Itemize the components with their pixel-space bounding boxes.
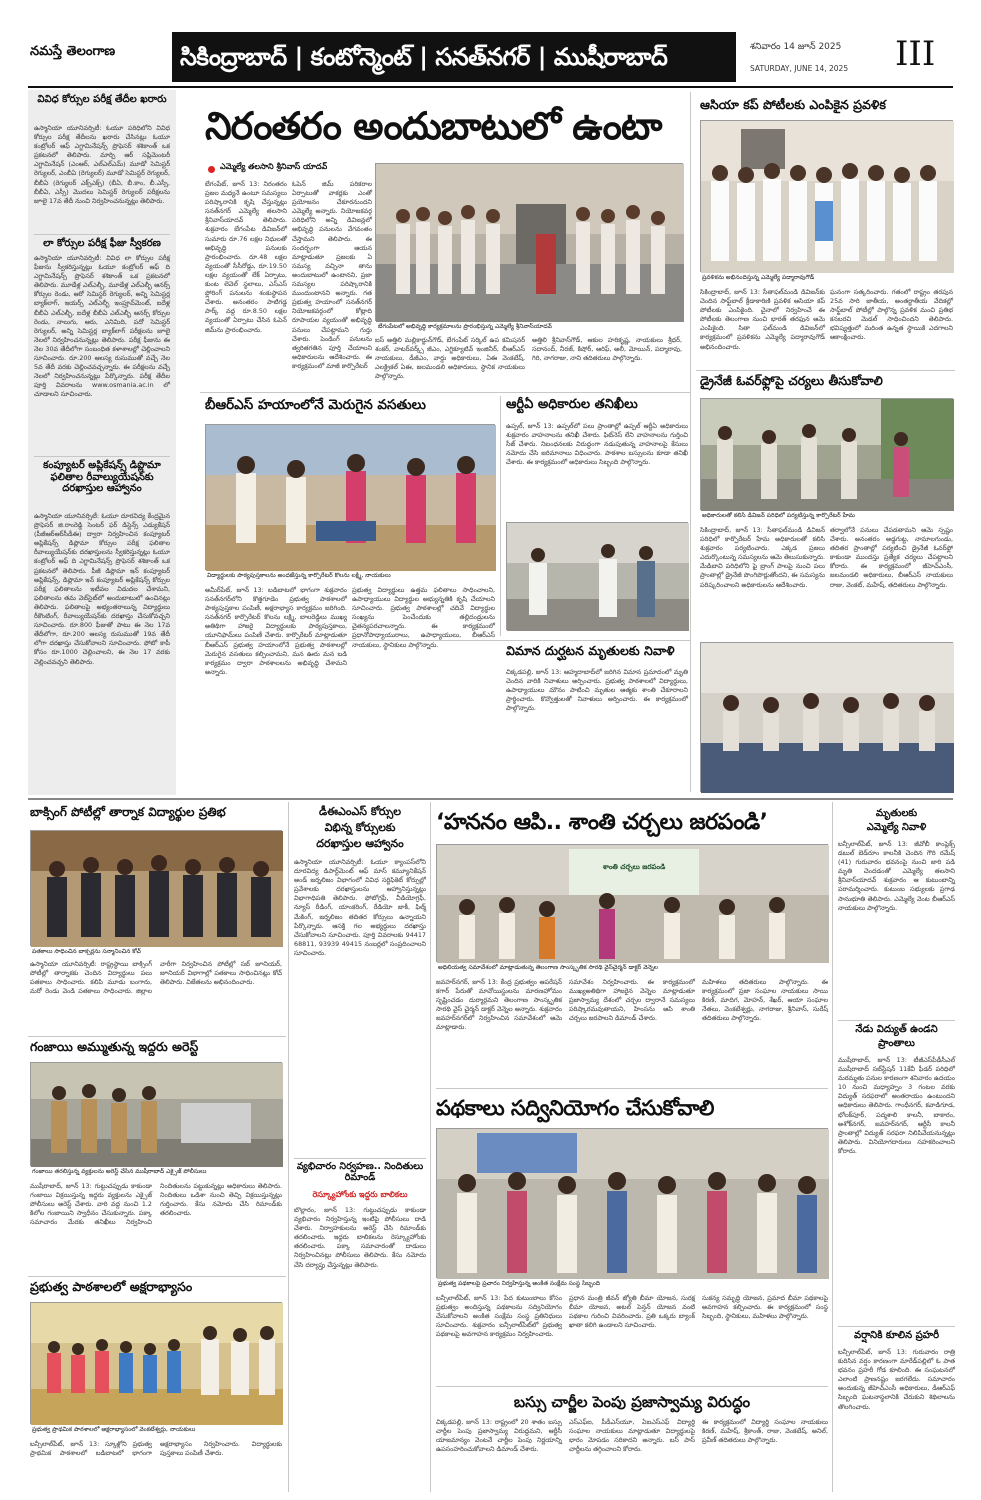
right-s2-body: ముషీరాబాద్, జూన్ 13: టీజీఎస్‌పీడీసీఎల్ ముషీరాబాద్ సబ్‌స్టేషన్ 11కేవీ ఫీడర్ పరిధిలో మరమ్మతు పనుల కారణంగా శనివారం ఉదయం 10 నుంచి మధ్యాహ్నం 3 గంటల వరకు విద్యుత్ సరఫరాలో అంతరాయం ఉంటుందని అధికారులు తెలిపారు. గాంధీనగర్, కవాడిగూడ, భోలక్‌పూర్, పద్మశాలి కాలనీ, బాకారం, అశోక్‌నగర్, జవహర్‌నగర్, ఆర్టీసీ కాలనీ ప్రాంతాల్లో విద్యుత్ సరఫరా నిలిపివేయనున్నట్లు తెలిపారు. వినియోగదారులు సహకరించాలని కోరారు. xyxy=(838,1056,955,1155)
plane-photo xyxy=(700,642,953,792)
asia-photo-caption: ప్రవళికను అభినందిస్తున్న ఎమ్మెల్యే పద్మారావుగౌడ్ xyxy=(702,274,952,284)
rta-photo xyxy=(506,522,688,630)
lead-col-3: ఐస్ అత్తిలి మల్లికార్జున్‌గౌడ్, బేగంపేట్ సర్కిల్ ఉప కమిషనర్ శంకర్, వాటర్‌వర్క్స్ జీఎం, ఎగ్జిక్యూటివ్ ఇంజినీర్, బీఆర్ఎస్ నాయకులు, డీజీఎం, వార్డు అధికారులు, ఏఈ వెంకటేష్, ఎలక్ట్రికల్ ఏఈ, జలమండలి అధికారులు, స్థానిక నాయకులు పాల్గొన్నారు. xyxy=(375,336,525,381)
article-title: కంప్యూటర్ అప్లికేషన్స్ డిప్లొమా ఫలితాల రీవాల్యుయేషన్‌కు దరఖాస్తుల ఆహ్వానం xyxy=(43,460,161,494)
right-s1-body: బన్సీలాల్‌పేట్, జూన్ 13: జీవోబీ కాంప్లెక్స్ డబుల్ బెడ్‌రూం కాలనీకి చెందిన గౌరి రమేష్ (41) గురువారం భవనంపై నుంచి జారి పడి మృతి చెందడంతో ఎమ్మెల్యే తలసాని శ్రీనివాస్‌యాదవ్ శుక్రవారం ఆ కుటుంబాన్ని పరామర్శించారు. కుటుంబ సభ్యులకు ప్రగాఢ సానుభూతి తెలిపారు. ఎమ్మెల్యే వెంట బీఆర్ఎస్ నాయకులు పాల్గొన్నారు. xyxy=(838,840,955,912)
peace-headline: ‘హననం ఆపి.. శాంతి చర్చలు జరపండి’ xyxy=(436,810,768,835)
bus-col-2: ఎస్ఎఫ్ఐ, పీడీఎస్‌యూ, ఏఐఎస్ఎఫ్ విద్యార్థి సంఘాల నాయకులు మాట్లాడుతూ విద్యార్థులపై భారం మోపడం సరికాదని అన్నారు. బస్ పాస్ చార్జీలను తగ్గించాలని కోరారు. xyxy=(569,1418,695,1454)
pathakalu-photo-caption: ప్రభుత్వ పథకాలపై ప్రచారం నిర్వహిస్తున్న అంకిత సంక్షేమ సంస్థ సిబ్బంది xyxy=(438,1280,828,1290)
asia-col-1: సికింద్రాబాద్, జూన్ 13: సీతాఫల్‌మండి డివిజన్‌కు చెందిన సాఫ్ట్‌బాల్ క్రీడాకారిణి ప్రవళిక ఆసియా కప్ పోటీలకు ఎంపికైంది. చైనాలో నిర్వహించే ఈ పోటీలకు తెలంగాణ నుంచి భారత్ తరఫున ఆమె ఎంపికైంది. సితా ఫల్‌మండి డివిజన్‌లో కార్యక్రమంలో ప్రవళికను ఎమ్మెల్యే పద్మారావుగౌడ్ అభినందించారు. xyxy=(700,288,825,351)
date-telugu: శనివారం 14 జూన్ 2025 xyxy=(750,42,842,52)
bus-col-1: చిక్కడపల్లి, జూన్ 13: రాష్ట్రంలో 20 శాతం బస్సు చార్జీల పెంపు ప్రజాస్వామ్య విరుద్ధమని, ఆర్టీసీ యాజమాన్యం వెంటనే చార్జీల పెంపు నిర్ణయాన్ని ఉపసంహరించుకోవాలని డిమాండ్ చేశారు. xyxy=(436,1418,562,1454)
lead-photo-caption: బేగంపేటలో అభివృద్ధి కార్యక్రమాలను ప్రారంభిస్తున్న ఎమ్మెల్యే శ్రీనివాస్‌యాదవ్ xyxy=(378,323,682,333)
peace-col-1: జవహర్‌నగర్, జూన్ 13: కేంద్ర ప్రభుత్వం ఆపరేషన్ కగార్ పేరుతో మావోయిస్టులను మారణహోమం సృష్టించడం దుర్మార్గమని తెలంగాణ సాంస్కృతిక సారథి వైస్ చైర్మన్ డాక్టర్ వెన్నెల అన్నారు. శుక్రవారం జవహర్‌నగర్‌లో నిర్వహించిన సమావేశంలో ఆమె మాట్లాడారు. xyxy=(436,978,562,1032)
peace-banner-text: శాంతి చర్చలు జరపండి xyxy=(602,863,666,871)
pathakalu-photo xyxy=(436,1128,828,1278)
article-body: ఉస్మానియా యూనివర్సిటీ: ఓయూ పరిధిలోని వివిధ కోర్సుల పరీక్ష తేదీలను ఖరారు చేసినట్లు ఓయూ కంట్రోలర్ ఆఫ్ ఎగ్జామినేషన్స్ ప్రొఫెసర్ శశికాంత్ ఒక ప్రకటనలో తెలిపారు. మార్చి ఆర్ సప్లిమెంటరీ ఎగ్జామినేషన్ (ఎంఆర్, ఎల్‌ఎల్ఎమ్) మూడో సెమిస్టర్ రెగ్యులర్, ఎంబీఏ (రెగ్యులర్) మూడో సెమిస్టర్ రెగ్యులర్, బీబీఏ (రెగ్యులర్ ఎక్స్ఎక్స్) (బీఏ, బీ.కాం, బీ.ఎస్సీ, బీబీఏ, ఎస్సీ) మొదలు సెమిస్టర్ రెగ్యులర్ పరీక్షలను జూలై 17వ తేదీ నుంచి నిర్వహించనున్నట్లు తెలిపారు. xyxy=(34,124,170,205)
dmc-headline-line2: విభిన్న కోర్సులకు xyxy=(324,821,396,834)
brs-headline: బీఆర్ఎస్ హయాంలోనే మెరుగైన వసతులు xyxy=(205,397,426,413)
drain-col-1: సికింద్రాబాద్, జూన్ 13: సీతాఫల్‌మండి డివిజన్ పరిధిలో కార్పొరేటర్ హేమ అధికారులతో కలిసి శుక్రవారం పర్యటించారు. ఎక్కడ ప్రజలు ఎదుర్కొంటున్న సమస్యలను ఆమె తెలుసుకున్నారు. మేడిబావి పరిధిలోని ఫై బ్రాంగ్ పాలపై నుంచి పలు ప్రాంతాల్లో డ్రైనేజీ పొంగిపొర్లుతోందని, ఈ సమస్యను పరిష్కరించాలని అధికారులను ఆదేశించారు. xyxy=(700,526,825,589)
asia-col-2: ఘనంగా సత్కరించారు. గతంలో రాష్ట్రం తరపున 25వ సారి జాతీయ, అంతర్జాతీయ వేదికల్లో సాఫ్ట్‌బాల్ పోటీల్లో పాల్గొన్న ప్రవళిక మంచి ప్రతిభ కనబరచి మెడల్ సాధించిందని తెలిపారు. భవిష్యత్తులో మరింత ఉన్నత స్థాయికి ఎదగాలని ఆకాంక్షించారు. xyxy=(830,288,953,342)
dmc-headline-line3: దరఖాస్తుల ఆహ్వానం xyxy=(316,837,404,850)
article-body: ఉస్మానియా యూనివర్సిటీ: ఓయూ దూరవిద్య కేంద్రమైన ప్రొఫెసర్ జి.రాంరెడ్డి సెంటర్ ఫర్ డిస్టెన్స్ ఎడ్యుకేషన్ (పీజీఆర్‌ఆర్‌సీడీఈ) ద్వారా నిర్వహించిన కంప్యూటర్ అప్లికేషన్స్ డిప్లొమా కోర్సుల పరీక్ష ఫలితాల రీవాల్యుయేషన్‌కు దరఖాస్తులను స్వీకరిస్తున్నట్లు ఓయూ కంట్రోలర్ ఆఫ్ ది ఎగ్జామినేషన్స్ ప్రొఫెసర్ శశికాంత్ ఒక ప్రకటనలో తెలిపారు. పీజీ డిప్లొమా ఇన్ కంప్యూటర్ అప్లికేషన్స్, డిప్లొమా ఇన్ కంప్యూటర్ అప్లికేషన్స్ కోర్సుల పరీక్ష ఫలితాలను ఇటీవల విడుదల చేశామని, ఫలితాలను తమ వెబ్‌సైట్‌లో అందుబాటులో ఉంచినట్లు తెలిపారు. ఫలితాలపై అభ్యంతరాలున్న విద్యార్థులు రీకౌంటింగ్, రీవాల్యుయేషన్‌కు దరఖాస్తు చేసుకోవచ్చని సూచించారు. రూ.800 ఫీజుతో పాటు ఈ నెల 17వ తేదీలోగా, రూ.200 ఆలస్య రుసుముతో 19వ తేదీ లోగా దరఖాస్తు చేసుకోవాలని సూచించారు. ఫోటో కాపీ కోసం రూ.1000 చెల్లించాలని, ఈ నెల 17 వరకు చెల్లించవచ్చని తెలిపారు. xyxy=(34,512,170,666)
peace-col-2: సమావేశం నిర్వహించారు. ఈ కార్యక్రమంలో ముఖ్యఅతిథిగా హాజరైన వెన్నెల మాట్లాడుతూ ప్రజాస్వామ్య దేశంలో చర్చల ద్వారానే సమస్యలు పరిష్కారమవుతాయని, హింసను ఆపి శాంతి చర్చలు జరపాలని డిమాండ్ చేశారు. xyxy=(569,978,695,1023)
section-title-bar xyxy=(172,32,736,82)
brs-photo-caption: విద్యార్థులకు పాఠ్యపుస్తకాలను అందజేస్తున్న కార్పొరేటర్ కొలను లక్ష్మి, నాయకులు xyxy=(207,572,495,582)
bus-headline: బస్సు చార్జీల పెంపు ప్రజాస్వామ్య విరుద్ధం xyxy=(513,1393,751,1411)
drain-photo xyxy=(700,398,953,510)
asia-photo xyxy=(700,120,953,272)
red-bullet xyxy=(208,166,215,173)
peace-photo xyxy=(436,844,828,962)
dmc-sub-body: బొల్లారం, జూన్ 13: గుట్టుచప్పుడు కాకుండా వ్యభిచారం నిర్వహిస్తున్న ఇంటిపై పోలీసులు దాడి చేశారు. నిర్వాహకులను అరెస్ట్ చేసి రిమాండ్‌కు తరలించారు. ఇద్దరు బాలికలను రెస్క్యూహోంకు తరలించారు. పక్కా సమాచారంతో దాడులు నిర్వహించినట్లు పోలీసులు తెలిపారు. కేసు నమోదు చేసి దర్యాప్తు చేస్తున్నట్లు తెలిపారు. xyxy=(294,1206,426,1269)
right-s2-title-line2: ప్రాంతాలు xyxy=(878,1038,915,1049)
rta-body: ఉప్పల్, జూన్ 13: ఉప్పల్‌లో పలు ప్రాంతాల్లో ఉప్పల్ ఆర్టీఏ అధికారులు శుక్రవారం వాహనాలను తనిఖీ చేశారు. ఫిట్‌నెస్ లేని వాహనాలను గుర్తించి సీజ్ చేశారు. నిబంధనలకు విరుద్ధంగా నడుపుతున్న వాహనాలపై కేసులు నమోదు చేసి జరిమానాలు విధించారు. పాఠశాల బస్సులను కూడా తనిఖీ చేశారు. ఈ కార్యక్రమంలో అధికారులు సిబ్బంది పాల్గొన్నారు. xyxy=(506,422,688,467)
brs-col-2: ప్రభుత్వ విద్యార్థులు ఉత్తమ ఫలితాలు సాధించాలని, ఉపాధ్యాయులు విద్యార్థుల అభ్యున్నతికి కృషి చేయాలని సూచించారు. ప్రభుత్వ పాఠశాలల్లో చదివే విద్యార్థుల సంఖ్యను పెంచేందుకు తల్లిదండ్రులను చైతన్యపరచాలన్నారు. ఈ కార్యక్రమంలో ప్రధానోపాధ్యాయురాలు, ఉపాధ్యాయులు, బీఆర్ఎస్ నాయకులు, స్థానికులు పాల్గొన్నారు. xyxy=(352,586,495,649)
boxing-photo xyxy=(30,830,282,946)
right-s2-title-line1: నేడు విద్యుత్ ఉండని xyxy=(855,1024,938,1035)
brs-photo xyxy=(205,424,495,570)
brs-col-1: అమీర్‌పేట్, జూన్ 13: బడిబాటలో భాగంగా శుక్రవారం సనత్‌నగర్‌లోని కొత్తగూడెం ప్రభుత్వ పాఠశాలలో పాఠ్యపుస్తకాల పంపిణీ, అక్షరాభ్యాస కార్యక్రమం జరిగింది. సనత్‌నగర్ కార్పొరేటర్ కొలను లక్ష్మి, బాలరెడ్డిలు ముఖ్య అతిథిగా హాజరై విద్యార్థులకు పాఠ్యపుస్తకాలు, యూనిఫామ్‌లు పంపిణీ చేశారు. కార్పొరేటర్ మాట్లాడుతూ బీఆర్ఎస్ ప్రభుత్వ హయాంలోనే ప్రభుత్వ పాఠశాలల్లో మెరుగైన వసతులు కల్పించామని, మన ఊరు మన బడి కార్యక్రమం ద్వారా పాఠశాలలను అభివృద్ధి చేశామని అన్నారు. xyxy=(205,586,347,676)
akshara-body: బన్సీలాల్‌పేట్, జూన్ 13: స్కూళ్లోని ప్రభుత్వ ప్రాథమిక పాఠశాలలో బడిబాటలో భాగంగా అక్షరాభ్యాసం నిర్వహించారు. విద్యార్థులకు పుస్తకాలు పంపిణీ చేశారు. xyxy=(30,1440,282,1458)
boxing-headline: బాక్సింగ్ పోటీల్లో తార్నాక విద్యార్థుల ప్రతిభ xyxy=(30,805,226,819)
plane-headline: విమాన దుర్ఘటన మృతులకు నివాళి xyxy=(506,643,675,658)
right-s1-title-line2: ఎమ్మెల్యే నివాళి xyxy=(866,822,927,833)
pathakalu-col-3: సుకన్య సమృద్ధి యోజన, ప్రమాద బీమా పథకాలపై అవగాహన కల్పించారు. ఈ కార్యక్రమంలో సంస్థ సిబ్బంది, స్థానికులు, మహిళలు పాల్గొన్నారు. xyxy=(702,1294,828,1321)
peace-col-3: మహిళలు తదితరులు పాల్గొన్నారు. ఈ కార్యక్రమంలో ప్రజా సంఘాల నాయకులు సాయి కిరణ్, మాదిగ, మోహన్, శేఖర్, ఆయా సంఘాల నేతలు, వెంకటేశ్వర్లు, నాగరాజు, శ్రీనివాస్, సురేష్ తదితరులు పాల్గొన్నారు. xyxy=(702,978,828,1023)
dmc-sub-red: రెస్క్యూహోంకు ఇద్దరు బాలికలు xyxy=(312,1190,408,1199)
drain-photo-caption: అధికారులతో కలిసి డివిజన్ పరిధిలో పర్యటిస్తున్న కార్పొరేటర్ హేమ xyxy=(702,512,952,522)
pathakalu-col-2: ప్రధాన మంత్రి జీవన్ జ్యోతి బీమా యోజన, సురక్ష బీమా యోజన, అటల్ పెన్షన్ యోజన వంటి పథకాల గురించి వివరించారు. ప్రతి ఒక్కరు బ్యాంక్ ఖాతా కలిగి ఉండాలని సూచించారు. xyxy=(569,1294,695,1330)
article-title: వివిధ కోర్సుల పరీక్ష తేదీల ఖరారు xyxy=(37,94,167,105)
lead-byline: ఎమ్మెల్యే తలసాని శ్రీనివాస్ యాదవ్ xyxy=(220,162,328,171)
boxing-body: ఉస్మానియా యూనివర్సిటీ: రాష్ట్రస్థాయి బాక్సింగ్ పోటీల్లో తార్నాకకు చెందిన విద్యార్థులు పలు పతకాలు సాధించారు. కలిపి మూడు బంగారు, మరో రెండు వెండి పతకాలు సాధించారు. జిల్లాల వారీగా నిర్వహించిన పోటీల్లో సబ్ జూనియర్, జూనియర్ విభాగాల్లో పతకాలు సాధించినట్లు కోచ్ తెలిపారు. విజేతలను అభినందించారు. xyxy=(30,960,282,996)
left-column xyxy=(28,90,176,795)
bus-col-3: ఈ కార్యక్రమంలో విద్యార్థి సంఘాల నాయకులు కిరణ్, మహేష్, శ్రీకాంత్, రాజు, వెంకటేష్, అనిల్, ప్రవీణ్ తదితరులు పాల్గొన్నారు. xyxy=(702,1418,828,1445)
right-s3-body: బన్సీలాల్‌పేట్, జూన్ 13: గురువారం రాత్రి కురిసిన వర్షం కారణంగా మారేడ్‌పల్లిలో ఓ పాత భవనం ప్రహరీ గోడ కూలింది. ఈ సంఘటనలో ఎలాంటి ప్రాణనష్టం జరగలేదు. సమాచారం అందుకున్న జీహెచ్ఎంసీ అధికారులు, డీఆర్ఎఫ్ సిబ్బంది ఘటనాస్థలానికి చేరుకుని శిథిలాలను తొలగించారు. xyxy=(838,1348,955,1411)
asia-headline: ఆసియా కప్ పోటీలకు ఎంపికైన ప్రవళిక xyxy=(700,97,886,112)
section-title: సికింద్రాబాద్ | కంటోన్మెంట్ | సనత్‌నగర్ | ముషీరాబాద్ xyxy=(180,43,668,71)
drain-headline: డ్రైనేజీ ఓవర్‌ఫ్లోపై చర్యలు తీసుకోవాలి xyxy=(700,373,883,388)
brand-logo: నమస్తే తెలంగాణ xyxy=(30,44,116,59)
rta-headline: ఆర్టీఏ అధికారుల తనిఖీలు xyxy=(506,397,638,412)
peace-photo-caption: అధిలియత్వ సమావేశంలో మాట్లాడుతున్న తెలంగాణ సాంస్కృతిక సారథి వైస్‌చైర్మన్ డాక్టర్ వెన్నెల xyxy=(438,964,828,974)
right-s1-title-line1: మృతులకు xyxy=(875,808,918,819)
lead-headline: నిరంతరం అందుబాటులో ఉంటా xyxy=(205,104,662,148)
ganja-headline: గంజాయి అమ్ముతున్న ఇద్దరు అరెస్ట్ xyxy=(30,1039,199,1054)
lead-photo xyxy=(375,163,683,321)
dmc-body: ఉస్మానియా యూనివర్సిటీ: ఓయూ క్యాంపస్‌లోని దూరవిద్య డిపార్ట్‌మెంట్ ఆఫ్ మాస్ కమ్యూనికేషన్ అండ్ జర్నలిజం విభాగంలో వివిధ సర్టిఫికెట్ కోర్సుల్లో ప్రవేశాలకు దరఖాస్తులను ఆహ్వానిస్తున్నట్లు విభాగాధిపతి తెలిపారు. ఫోటోగ్రఫీ, వీడియోగ్రఫీ, న్యూస్ రీడింగ్, యాంకరింగ్, రేడియో జాకీ, ఫిల్మ్ మేకింగ్, జర్నలిజం తదితర కోర్సులు ఉన్నాయని పేర్కొన్నారు. ఆసక్తి గల అభ్యర్థులు దరఖాస్తు చేసుకోవాలని సూచించారు. పూర్తి వివరాలకు 94417 68811, 93939 49415 నంబర్లలో సంప్రదించాలని సూచించారు. xyxy=(294,858,426,957)
ganja-photo-caption: గంజాయి తరలిస్తున్న వ్యక్తులను అరెస్ట్ చేసిన ముషీరాబాద్ ఎక్సైజ్ పోలీసులు xyxy=(32,1168,282,1178)
akshara-photo xyxy=(30,1302,282,1424)
masthead xyxy=(0,0,981,86)
dmc-headline-line1: డీఈఎంఎస్ కోర్సుల xyxy=(318,805,402,818)
pathakalu-col-1: బన్సీలాల్‌పేట్, జూన్ 13: పేద కుటుంబాలు కోసం ప్రభుత్వం అందిస్తున్న పథకాలను సద్వినియోగం చేసుకోవాలని అంకిత సంక్షేమ సంస్థ ప్రతినిధులు సూచించారు. శుక్రవారం బన్సీలాల్‌పేట్‌లో ప్రభుత్వ పథకాలపై అవగాహన కార్యక్రమం నిర్వహించారు. xyxy=(436,1294,562,1339)
pathakalu-headline: పథకాలు సద్వినియోగం చేసుకోవాలి xyxy=(436,1096,714,1120)
lead-col-1: బేగంపేట్, జూన్ 13: నిరంతరం ప్రజల మధ్యనే ఉంటూ సమస్యలు పరిష్కారానికి కృషి చేస్తున్నట్లు సనత్‌నగర్ ఎమ్మెల్యే తలసాని శ్రీనివాస్‌యాదవ్ తెలిపారు. శుక్రవారం బేగంపేట డివిజన్‌లో సుమారు రూ.76 లక్షల నిధులతో అభివృద్ధి పనులకు ప్రారంభించారు. రూ.48 లక్షల వ్యయంతో సీసీరోడ్డు, రూ.19.50 లక్షల వ్యయంతో లేక్ ఏర్పాటు, కుంట లెవెల్ స్థలాలు, ఎస్ఎస్ ఫ్లోరింగ్ పనులను శంకుస్థాపన చేశారు. అనంతరం పాటిగడ్డ పార్క్ వద్ద రూ.8.50 లక్షల వ్యయంతో ఏర్పాటు చేసిన ఓపెన్ జిమ్‌ను ప్రారంభించారు. xyxy=(205,180,287,334)
boxing-photo-caption: పతకాలు సాధించిన బాక్సర్లను సన్మానించిన కోచ్ xyxy=(32,948,282,958)
lead-col-4: అత్తిలి శ్రీనివాస్‌గౌడ్, ఆకుల హరికృష్ణ, నాయకులు శ్రీధర్, సదానంద్, నీరజ్, కిషోర్, ఆరిఫ్, అలీ, మోయిన్, పద్మారావు, గిరి, నాగరాజు, నాని తదితరులు పాల్గొన్నారు. xyxy=(532,336,682,363)
ganja-body: ముషీరాబాద్, జూన్ 13: గుట్టుచప్పుడు కాకుండా గంజాయి విక్రయిస్తున్న ఇద్దరు వ్యక్తులను ఎక్సైజ్ పోలీసులు అరెస్ట్ చేశారు. వారి వద్ద నుంచి 1.2 కిలోల గంజాయిని స్వాధీనం చేసుకున్నారు. పక్కా సమాచారం మేరకు తనిఖీలు నిర్వహించి నిందితులను పట్టుకున్నట్లు అధికారులు తెలిపారు. నిందితులు ఒడిశా నుంచి తెచ్చి విక్రయిస్తున్నట్లు గుర్తించారు. కేసు నమోదు చేసి రిమాండ్‌కు తరలించారు. xyxy=(30,1182,282,1227)
plane-body: చిక్కడపల్లి, జూన్ 13: ఆహ్మదాబాద్‌లో జరిగిన విమాన ప్రమాదంలో మృతి చెందిన వారికి నివాళులు అర్పించారు. ప్రభుత్వ పాఠశాలలో విద్యార్థులు, ఉపాధ్యాయులు మౌనం పాటించి మృతుల ఆత్మకు శాంతి చేకూరాలని ప్రార్థించారు. కొవ్వొత్తులతో నివాళులు అర్పించారు. ఈ కార్యక్రమంలో పాల్గొన్నారు. xyxy=(506,668,688,713)
akshara-headline: ప్రభుత్వ పాఠశాలలో అక్షరాభ్యాసం xyxy=(30,1279,193,1294)
akshara-photo-caption: ప్రభుత్వ ప్రాథమిక పాఠశాలలో అక్షరాభ్యాసంలో వెంకటేశ్వర్లు, నాయకులు xyxy=(32,1426,282,1436)
date-english: SATURDAY, JUNE 14, 2025 xyxy=(750,64,849,73)
page-number: III xyxy=(895,34,936,74)
article-body: ఉస్మానియా యూనివర్సిటీ: వివిధ లా కోర్సుల పరీక్ష ఫీజును స్వీకరిస్తున్నట్లు ఓయూ కంట్రోలర్ ఆఫ్ ది ఎగ్జామినేషన్స్ ప్రొఫెసర్ శశికాంత్ ఒక ప్రకటనలో తెలిపారు. మూడేళ్ల ఎల్ఎల్బీ, మూడేళ్ల ఎల్ఎల్బీ ఆనర్స్ కోర్సుల రెండు, ఆరో సెమిస్టర్ రెగ్యులర్, అన్ని సెమిస్టర్ల బ్యాక్‌లాగ్, ఇయర్స్ ఎల్ఎల్బీ ఇంప్రూవ్‌మెంట్, ఐదేళ్ల బీబీఏ ఎల్ఎల్బీ, ఐదేళ్ల బీబీఏ ఎల్ఎల్బీ ఆనర్స్ కోర్సుల రెండు, నాలుగు, ఆరు, ఎనిమిది, పదో సెమిస్టర్ రెగ్యులర్, అన్ని సెమిస్టర్ల బ్యాక్‌లాగ్ పరీక్షలను జూలై నెలలో నిర్వహించనున్నట్లు తెలిపారు. పరీక్ష ఫీజును ఈ నెల 30వ తేదీలోగా సంబంధిత కళాశాలల్లో చెల్లించాలని సూచించారు. రూ.200 ఆలస్య రుసుముతో వచ్చే నెల 5వ తేదీ వరకు చెల్లించవచ్చన్నారు. ఈ పరీక్షలను వచ్చే నెలలో నిర్వహించనున్నట్లు పేర్కొన్నారు. పరీక్ష తేదీల పూర్తి వివరాలను www.osmania.ac.in లో చూడాలని సూచించారు. xyxy=(34,254,170,399)
drain-col-2: తర్వాలోనే పనులు చేపడతామని ఆమె స్పష్టం చేశారు. అనంతరం అడ్డగుట్ట, నామాలగుండు, తదితర ప్రాంతాల్లో పర్యటించి డ్రైనేజీ ఓవర్‌ఫ్లో కాకుండా ముందస్తు ప్రత్యేక చర్యలు చేపట్టాలని కోరారు. ఈ కార్యక్రమంలో జీహెచ్ఎంసీ, జలమండలి అధికారులు, బీఆర్ఎస్ నాయకులు రాజు, వెంకట్, మహేష్, తదితరులు పాల్గొన్నారు. xyxy=(830,526,953,589)
ganja-photo xyxy=(30,1062,282,1166)
right-s3-title: వర్షానికి కూలిన ప్రహరీ xyxy=(854,1330,939,1341)
dmc-sub-title: వ్యభిచారం నిర్వహణ.. నిందితులు రిమాండ్ xyxy=(296,1161,424,1183)
lead-col-2: ఓపెన్ జిమ్ పరికరాల ఏర్పాటుతో వాకర్లకు ఎంతో ప్రయోజనం చేకూరనుందని ఎమ్మెల్యే అన్నారు. నియోజకవర్గ పరిధిలోని అన్ని డివిజన్లలో అభివృద్ధి పనులను వేగవంతం చేస్తామని తెలిపారు. ఈ సందర్భంగా ఆయన మాట్లాడుతూ ప్రజలకు ఏ సమస్య వచ్చినా తాను అందుబాటులో ఉంటానని, ప్రజా సమస్యల పరిష్కారానికి ముందుంటానని అన్నారు. గత ప్రభుత్వ హయాంలో సనత్‌నగర్ నియోజకవర్గంలో కోట్లాది రూపాయల వ్యయంతో అభివృద్ధి పనులు చేపట్టామని గుర్తు చేశారు. పెండింగ్ పనులను త్వరితగతిన పూర్తి చేయాలని అధికారులను ఆదేశించారు. ఈ కార్యక్రమంలో మాజీ కార్పొరేటర్ xyxy=(292,180,372,370)
article-title: లా కోర్సుల పరీక్ష ఫీజు స్వీకరణ xyxy=(43,238,161,249)
